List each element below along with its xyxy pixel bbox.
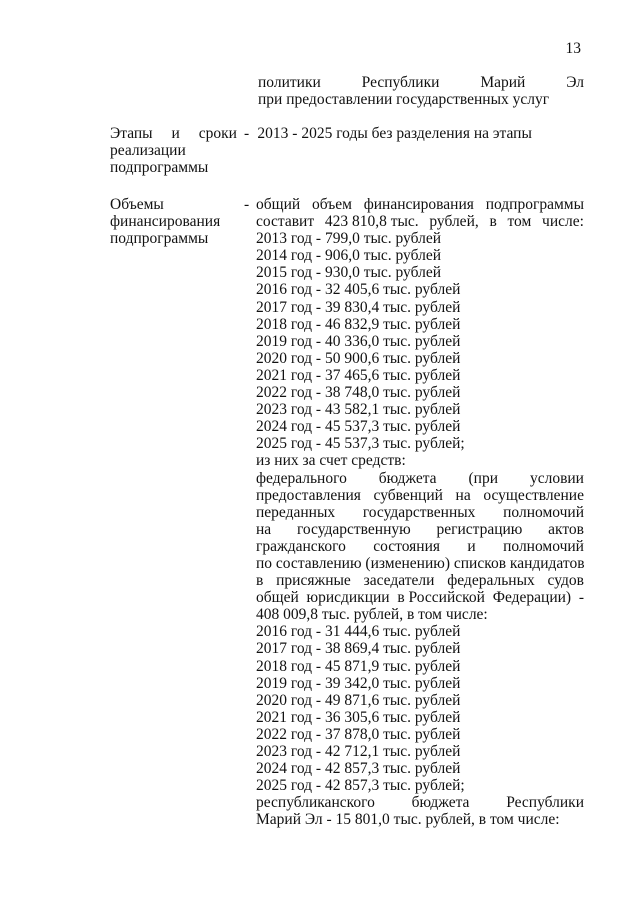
word: гражданского: [256, 537, 346, 555]
stages-value: [257, 125, 584, 176]
word: на: [256, 520, 272, 538]
word: объем: [311, 196, 352, 213]
total-year-line: 2015 год - 930,0 тыс. рублей: [256, 264, 442, 282]
funding-value: [256, 196, 584, 828]
word: рублей,: [429, 213, 479, 231]
word: в: [489, 213, 497, 231]
total-year-line: 2021 год - 37 465,6 тыс. рублей: [256, 366, 461, 384]
word: условии: [529, 469, 584, 487]
word: общей: [256, 589, 299, 607]
continuation-line-2: при предоставлении государственных услуг: [258, 91, 550, 109]
stages-value-text: 2013 - 2025 годы без разделения на этапы: [257, 125, 532, 142]
word: судов: [547, 572, 584, 590]
total-year-line: 2017 год - 39 830,4 тыс. рублей: [256, 298, 461, 316]
federal-description-line: [256, 589, 584, 606]
word: том: [507, 213, 532, 231]
federal-year-line: 2024 год - 42 857,3 тыс. рублей: [256, 760, 461, 778]
word: федерального: [256, 469, 347, 487]
word: по составлению (изменению) списков кандидатов: [256, 554, 585, 572]
funding-intro-line-1: [256, 196, 584, 213]
word: Федерации): [492, 589, 572, 607]
word: регистрацию: [436, 520, 523, 538]
word: осуществление: [483, 486, 584, 504]
total-year-line: 2022 год - 38 748,0 тыс. рублей: [256, 384, 461, 402]
total-year-line: 2025 год - 45 537,3 тыс. рублей;: [256, 435, 465, 453]
word: сроки: [198, 125, 237, 142]
word: в Российской: [397, 589, 485, 607]
funding-row: [110, 196, 584, 828]
stages-row: [110, 125, 584, 176]
federal-year-line: 2017 год - 38 869,4 тыс. рублей: [256, 640, 461, 658]
federal-description-line: [256, 487, 584, 504]
word: актов: [548, 520, 584, 538]
sources-intro: из них за счет средств:: [256, 452, 406, 470]
total-year-line: 2014 год - 906,0 тыс. рублей: [256, 247, 442, 265]
word: в: [256, 572, 264, 590]
federal-description-line: [256, 538, 584, 555]
word: юрисдикции: [306, 589, 390, 607]
federal-year-line: 2019 год - 39 342,0 тыс. рублей: [256, 674, 461, 692]
federal-year-line: 2018 год - 45 871,9 тыс. рублей: [256, 657, 461, 675]
word: на: [455, 486, 471, 504]
word: субвенций: [373, 486, 443, 504]
total-year-line: 2020 год - 50 900,6 тыс. рублей: [256, 349, 461, 367]
stages-label-line-3: подпрограммы: [110, 159, 209, 177]
continuation-line-1: [258, 74, 584, 91]
federal-budget-description: [256, 470, 584, 607]
federal-description-line: [256, 572, 584, 589]
total-year-line: 2019 год - 40 336,0 тыс. рублей: [256, 332, 461, 350]
word: Республики: [361, 74, 440, 91]
word: переданных: [256, 503, 336, 521]
funding-label-line-3: подпрограммы: [110, 230, 209, 248]
word: Эл: [566, 74, 584, 91]
total-years-list: [256, 230, 584, 452]
word: государственную: [296, 520, 411, 538]
word: заседатели: [363, 572, 435, 590]
republic-line-1: [256, 794, 584, 811]
federal-description-line: [256, 555, 584, 572]
federal-year-line: 2023 год - 42 712,1 тыс. рублей: [256, 743, 461, 760]
funding-intro-line-2: [256, 213, 584, 230]
word: -: [578, 589, 584, 607]
word: государственных: [362, 503, 476, 521]
word: бюджета: [378, 469, 437, 487]
federal-year-line: 2016 год - 31 444,6 тыс. рублей: [256, 623, 461, 641]
word: подпрограммы: [485, 196, 584, 213]
total-year-line: 2016 год - 32 405,6 тыс. рублей: [256, 281, 461, 299]
word: 423 810,8 тыс.: [324, 213, 419, 231]
federal-description-line: [256, 504, 584, 521]
word: полномочий: [503, 503, 584, 521]
word: полномочий: [503, 537, 584, 555]
word: Республики: [506, 794, 584, 812]
page-number: 13: [565, 40, 581, 57]
word: присяжные: [276, 572, 351, 590]
stages-label-line-2: реализации: [110, 142, 186, 160]
total-year-line: 2018 год - 46 832,9 тыс. рублей: [256, 315, 461, 333]
word: федеральных: [447, 572, 535, 590]
word: предоставления: [256, 486, 361, 504]
federal-description-line: [256, 521, 584, 538]
word: и: [467, 537, 476, 555]
total-year-line: 2013 год - 799,0 тыс. рублей: [256, 230, 442, 248]
federal-years-list: [256, 623, 584, 794]
word: бюджета: [411, 794, 470, 812]
funding-label: [110, 196, 250, 828]
separator-dash: -: [244, 125, 250, 142]
funding-label-line-1: Объемы: [110, 196, 164, 213]
separator-dash: -: [244, 196, 250, 213]
total-year-line: 2023 год - 43 582,1 тыс. рублей: [256, 401, 461, 419]
federal-description-line: [256, 470, 584, 487]
federal-total: 408 009,8 тыс. рублей, в том числе:: [256, 606, 488, 624]
word: числе:: [542, 213, 584, 231]
federal-year-line: 2022 год - 37 878,0 тыс. рублей: [256, 725, 461, 743]
funding-label-line-2: финансирования: [110, 213, 221, 231]
word: и: [171, 125, 180, 142]
stages-label: [110, 125, 250, 177]
republic-line-2: Марий Эл - 15 801,0 тыс. рублей, в том числе:: [256, 811, 560, 829]
word: Марий: [480, 74, 526, 91]
stages-label-line-1: [110, 125, 237, 142]
word: (при: [468, 469, 499, 487]
previous-row-continuation: [258, 74, 584, 108]
word: Этапы: [110, 125, 153, 142]
federal-year-line: 2025 год - 42 857,3 тыс. рублей;: [256, 777, 465, 795]
word: составит: [256, 213, 315, 231]
federal-year-line: 2021 год - 36 305,6 тыс. рублей: [256, 708, 461, 726]
word: общий: [256, 196, 301, 213]
word: политики: [258, 74, 321, 91]
word: республиканского: [256, 794, 375, 812]
word: финансирования: [363, 196, 474, 213]
total-year-line: 2024 год - 45 537,3 тыс. рублей: [256, 418, 461, 436]
word: состояния: [373, 537, 441, 555]
federal-year-line: 2020 год - 49 871,6 тыс. рублей: [256, 691, 461, 709]
